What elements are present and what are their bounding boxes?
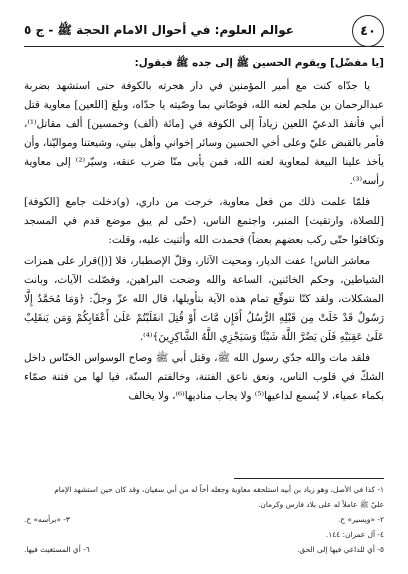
page-header (24, 16, 384, 47)
page-number-badge (352, 15, 384, 47)
footnote-5: ٥- أي للداعي فيها إلى الحق. (297, 545, 384, 554)
footnote-separator (234, 478, 384, 479)
footnote-2: ٢- «ويسير» ح. (337, 515, 384, 524)
footnote-1-line-2: عليّ ﷺ عاملاً له على بلاد فارس وكرمان. (258, 500, 384, 509)
footnote-row-4 (24, 527, 384, 542)
paragraph-1: يا جدّاه كنت مع أمير المؤمنين في دار هجرته بالكوفة حتى استشهد بضربة عبدالرحمان بن ملجم لعنه الله، فوصّاني بما وصّيته يا جدّاه، وبلغ [اللعين] معاوية قتل أبي فأنفذ الدعيّ اللعين زياداً إلى الكوفة في [مائة (ألف) وخمسين] ألف مقاتل⁽¹⁾، فأمر بالقبض عليّ وعلى أخي الحسين وسائر إخواني وأهل بيتي، وشيعتنا ومواليّنا، وأن يأخذ علينا البيعة لمعاوية لعنه الله، فمن يأبى منّا ضرب عنقه، وسيّر⁽²⁾ إلى معاوية رأسه⁽³⁾. (24, 80, 384, 187)
footnote-1-line-1: ١- كذا في الأصل، وهو زياد بن أبيه استلحقه معاوية وجعله أخاً له من أبي سفيان، وقد كان حين استشهد الإمام (54, 485, 384, 494)
main-text (24, 54, 384, 472)
footnote-6: ٦- أي المستغيث فيها. (24, 545, 90, 554)
footnote-row-5-6 (24, 542, 384, 557)
page-number: ٤٠ (360, 23, 376, 39)
footnote-4: ٤- آل عمران: ١٤٤. (325, 530, 384, 539)
footnote-3: ٣- «برأسه» ح. (24, 515, 70, 524)
paragraph-4: فلقد مات والله جدّي رسول الله ﷺ، وقتل أبي ﷺ وصاح الوسواس الخنّاس داخل الشكّ في قلوب الناس، ونعق ناعق الفتنة، وخالفتم السنّة، فيا لها من فتنة صمّاء بكماء عمياء، لا يُسمع لداعيها⁽⁵⁾ ولا يجاب مناديها⁽⁶⁾، ولا يخالف (24, 352, 384, 402)
running-title: عوالم العلوم: في أحوال الامام الحجة ﷺ - ج ٥ (24, 22, 294, 37)
section-title: [يا مفضّل] ويقوم الحسين ﷺ إلى جده ﷺ فيقول: (134, 57, 384, 69)
paragraph-2: فلمّا علمت ذلك من فعل معاوية، خرجت من داري، (و)دخلت جامع [الكوفة] [للصلاة، وارتقيت] المنبر، واجتمع الناس، (حتّى لم يبق موضع قدم في المسجد وتكافئوا حتّى ركب بعضهم بعضاً) فحمدت الله وأثنيت عليه، وقلت: (24, 196, 384, 246)
paragraph-3: معاشر الناس! عفت الديار، ومحيت الآثار، وقلّ الإصطبار، فلا [(إ)قرار على همزات الشياطين، وحكم الخائنين، الساعة والله وضحت البراهين، وفصّلت الآيات، وبانت المشكلات، ولقد كنّا نتوقّع تمام هذه الآية بتأويلها، قال الله عزّ وجلّ: ﴿وَمَا مُحَمَّدٌ إِلَّا رَسُولٌ قَدْ خَلَتْ مِن قَبْلِهِ الرُّسُلُ أَفَإِن مَّاتَ أَوْ قُتِلَ انقَلَبْتُمْ عَلَىٰ أَعْقَابِكُمْ وَمَن يَنقَلِبْ عَلَىٰ عَقِبَيْهِ فَلَن يَضُرَّ اللَّهَ شَيْئًا وَسَيَجْزِي اللَّهُ الشَّاكِرِينَ﴾⁽⁴⁾. (24, 255, 384, 343)
footnotes (24, 482, 384, 566)
footnote-row-2-3 (24, 512, 384, 527)
